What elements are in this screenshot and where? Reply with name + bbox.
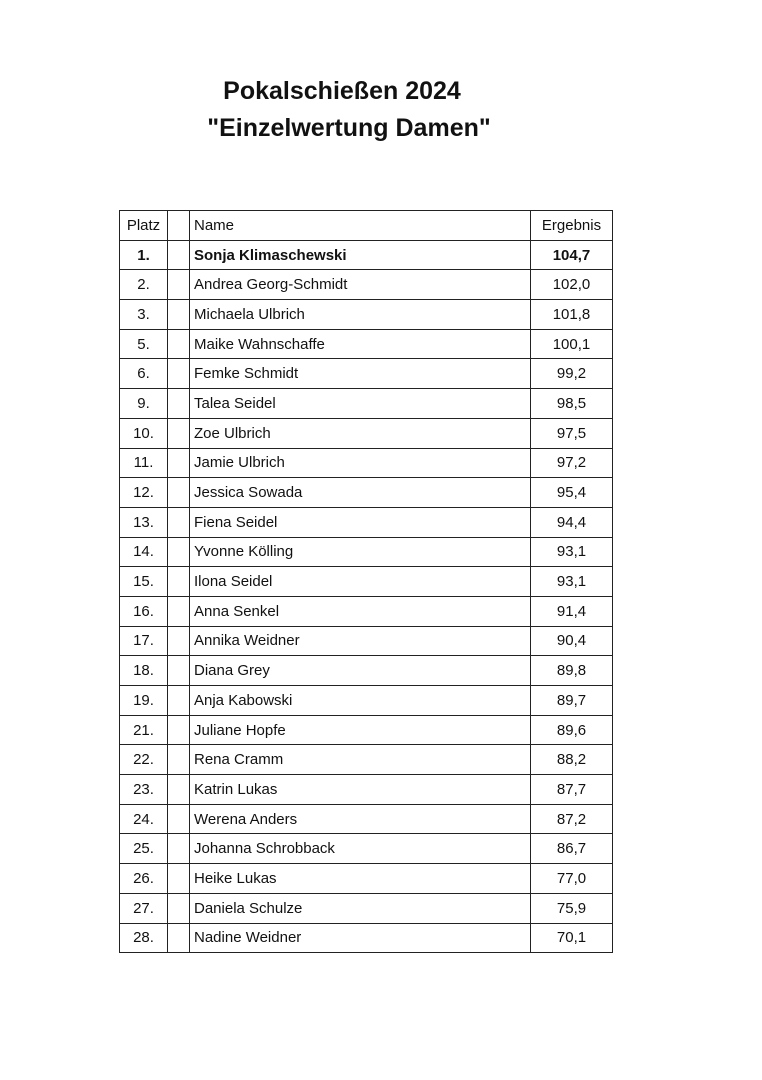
table-row <box>120 596 613 626</box>
table-header-row <box>120 211 613 241</box>
header-name: Name <box>190 211 531 241</box>
ergebnis-cell: 88,2 <box>531 745 613 775</box>
empty-cell <box>168 478 190 508</box>
table-row <box>120 448 613 478</box>
ergebnis-cell: 100,1 <box>531 329 613 359</box>
platz-cell: 27. <box>120 893 168 923</box>
table-row <box>120 864 613 894</box>
platz-cell: 15. <box>120 567 168 597</box>
ergebnis-cell: 97,5 <box>531 418 613 448</box>
platz-cell: 11. <box>120 448 168 478</box>
name-cell: Fiena Seidel <box>190 507 531 537</box>
document-title: Pokalschießen 2024 <box>223 77 461 105</box>
platz-cell: 16. <box>120 596 168 626</box>
table-row <box>120 359 613 389</box>
name-cell: Maike Wahnschaffe <box>190 329 531 359</box>
table-row <box>120 567 613 597</box>
name-cell: Michaela Ulbrich <box>190 300 531 330</box>
ergebnis-cell: 90,4 <box>531 626 613 656</box>
ergebnis-cell: 101,8 <box>531 300 613 330</box>
platz-cell: 12. <box>120 478 168 508</box>
name-cell: Andrea Georg-Schmidt <box>190 270 531 300</box>
empty-cell <box>168 537 190 567</box>
table-row <box>120 745 613 775</box>
platz-cell: 21. <box>120 715 168 745</box>
results-table <box>119 210 613 953</box>
platz-cell: 5. <box>120 329 168 359</box>
empty-cell <box>168 300 190 330</box>
empty-cell <box>168 686 190 716</box>
name-cell: Ilona Seidel <box>190 567 531 597</box>
platz-cell: 22. <box>120 745 168 775</box>
empty-cell <box>168 418 190 448</box>
ergebnis-cell: 87,2 <box>531 804 613 834</box>
platz-cell: 28. <box>120 923 168 953</box>
ergebnis-cell: 87,7 <box>531 775 613 805</box>
name-cell: Katrin Lukas <box>190 775 531 805</box>
header-platz: Platz <box>120 211 168 241</box>
platz-cell: 19. <box>120 686 168 716</box>
empty-cell <box>168 507 190 537</box>
platz-cell: 26. <box>120 864 168 894</box>
table-row <box>120 240 613 270</box>
platz-cell: 1. <box>120 240 168 270</box>
empty-cell <box>168 567 190 597</box>
name-cell: Diana Grey <box>190 656 531 686</box>
platz-cell: 3. <box>120 300 168 330</box>
table-row <box>120 893 613 923</box>
table-row <box>120 300 613 330</box>
ergebnis-cell: 104,7 <box>531 240 613 270</box>
name-cell: Femke Schmidt <box>190 359 531 389</box>
name-cell: Sonja Klimaschewski <box>190 240 531 270</box>
ergebnis-cell: 97,2 <box>531 448 613 478</box>
name-cell: Rena Cramm <box>190 745 531 775</box>
ergebnis-cell: 89,7 <box>531 686 613 716</box>
name-cell: Annika Weidner <box>190 626 531 656</box>
empty-cell <box>168 893 190 923</box>
table-row <box>120 775 613 805</box>
empty-cell <box>168 448 190 478</box>
table-row <box>120 923 613 953</box>
ergebnis-cell: 89,6 <box>531 715 613 745</box>
name-cell: Nadine Weidner <box>190 923 531 953</box>
name-cell: Zoe Ulbrich <box>190 418 531 448</box>
platz-cell: 17. <box>120 626 168 656</box>
ergebnis-cell: 93,1 <box>531 567 613 597</box>
platz-cell: 10. <box>120 418 168 448</box>
empty-cell <box>168 715 190 745</box>
table-row <box>120 478 613 508</box>
ergebnis-cell: 99,2 <box>531 359 613 389</box>
table-row <box>120 626 613 656</box>
ergebnis-cell: 77,0 <box>531 864 613 894</box>
header-empty <box>168 211 190 241</box>
empty-cell <box>168 240 190 270</box>
ergebnis-cell: 95,4 <box>531 478 613 508</box>
empty-cell <box>168 745 190 775</box>
table-row <box>120 656 613 686</box>
platz-cell: 25. <box>120 834 168 864</box>
header-ergebnis: Ergebnis <box>531 211 613 241</box>
table-row <box>120 715 613 745</box>
name-cell: Johanna Schrobback <box>190 834 531 864</box>
name-cell: Jessica Sowada <box>190 478 531 508</box>
platz-cell: 9. <box>120 389 168 419</box>
empty-cell <box>168 626 190 656</box>
empty-cell <box>168 596 190 626</box>
ergebnis-cell: 93,1 <box>531 537 613 567</box>
document-subtitle: "Einzelwertung Damen" <box>207 114 491 142</box>
ergebnis-cell: 75,9 <box>531 893 613 923</box>
platz-cell: 13. <box>120 507 168 537</box>
name-cell: Anja Kabowski <box>190 686 531 716</box>
name-cell: Yvonne Kölling <box>190 537 531 567</box>
platz-cell: 23. <box>120 775 168 805</box>
table-row <box>120 270 613 300</box>
ergebnis-cell: 94,4 <box>531 507 613 537</box>
platz-cell: 24. <box>120 804 168 834</box>
ergebnis-cell: 102,0 <box>531 270 613 300</box>
table-row <box>120 834 613 864</box>
ergebnis-cell: 86,7 <box>531 834 613 864</box>
empty-cell <box>168 329 190 359</box>
table-row <box>120 418 613 448</box>
name-cell: Daniela Schulze <box>190 893 531 923</box>
empty-cell <box>168 359 190 389</box>
name-cell: Talea Seidel <box>190 389 531 419</box>
name-cell: Juliane Hopfe <box>190 715 531 745</box>
empty-cell <box>168 864 190 894</box>
ergebnis-cell: 98,5 <box>531 389 613 419</box>
platz-cell: 14. <box>120 537 168 567</box>
empty-cell <box>168 775 190 805</box>
ergebnis-cell: 89,8 <box>531 656 613 686</box>
name-cell: Anna Senkel <box>190 596 531 626</box>
table-row <box>120 507 613 537</box>
empty-cell <box>168 834 190 864</box>
table-row <box>120 537 613 567</box>
table-row <box>120 389 613 419</box>
ergebnis-cell: 91,4 <box>531 596 613 626</box>
empty-cell <box>168 270 190 300</box>
platz-cell: 18. <box>120 656 168 686</box>
table-row <box>120 686 613 716</box>
platz-cell: 2. <box>120 270 168 300</box>
platz-cell: 6. <box>120 359 168 389</box>
table-row <box>120 329 613 359</box>
empty-cell <box>168 656 190 686</box>
empty-cell <box>168 804 190 834</box>
name-cell: Werena Anders <box>190 804 531 834</box>
ergebnis-cell: 70,1 <box>531 923 613 953</box>
empty-cell <box>168 389 190 419</box>
empty-cell <box>168 923 190 953</box>
table-row <box>120 804 613 834</box>
name-cell: Jamie Ulbrich <box>190 448 531 478</box>
name-cell: Heike Lukas <box>190 864 531 894</box>
